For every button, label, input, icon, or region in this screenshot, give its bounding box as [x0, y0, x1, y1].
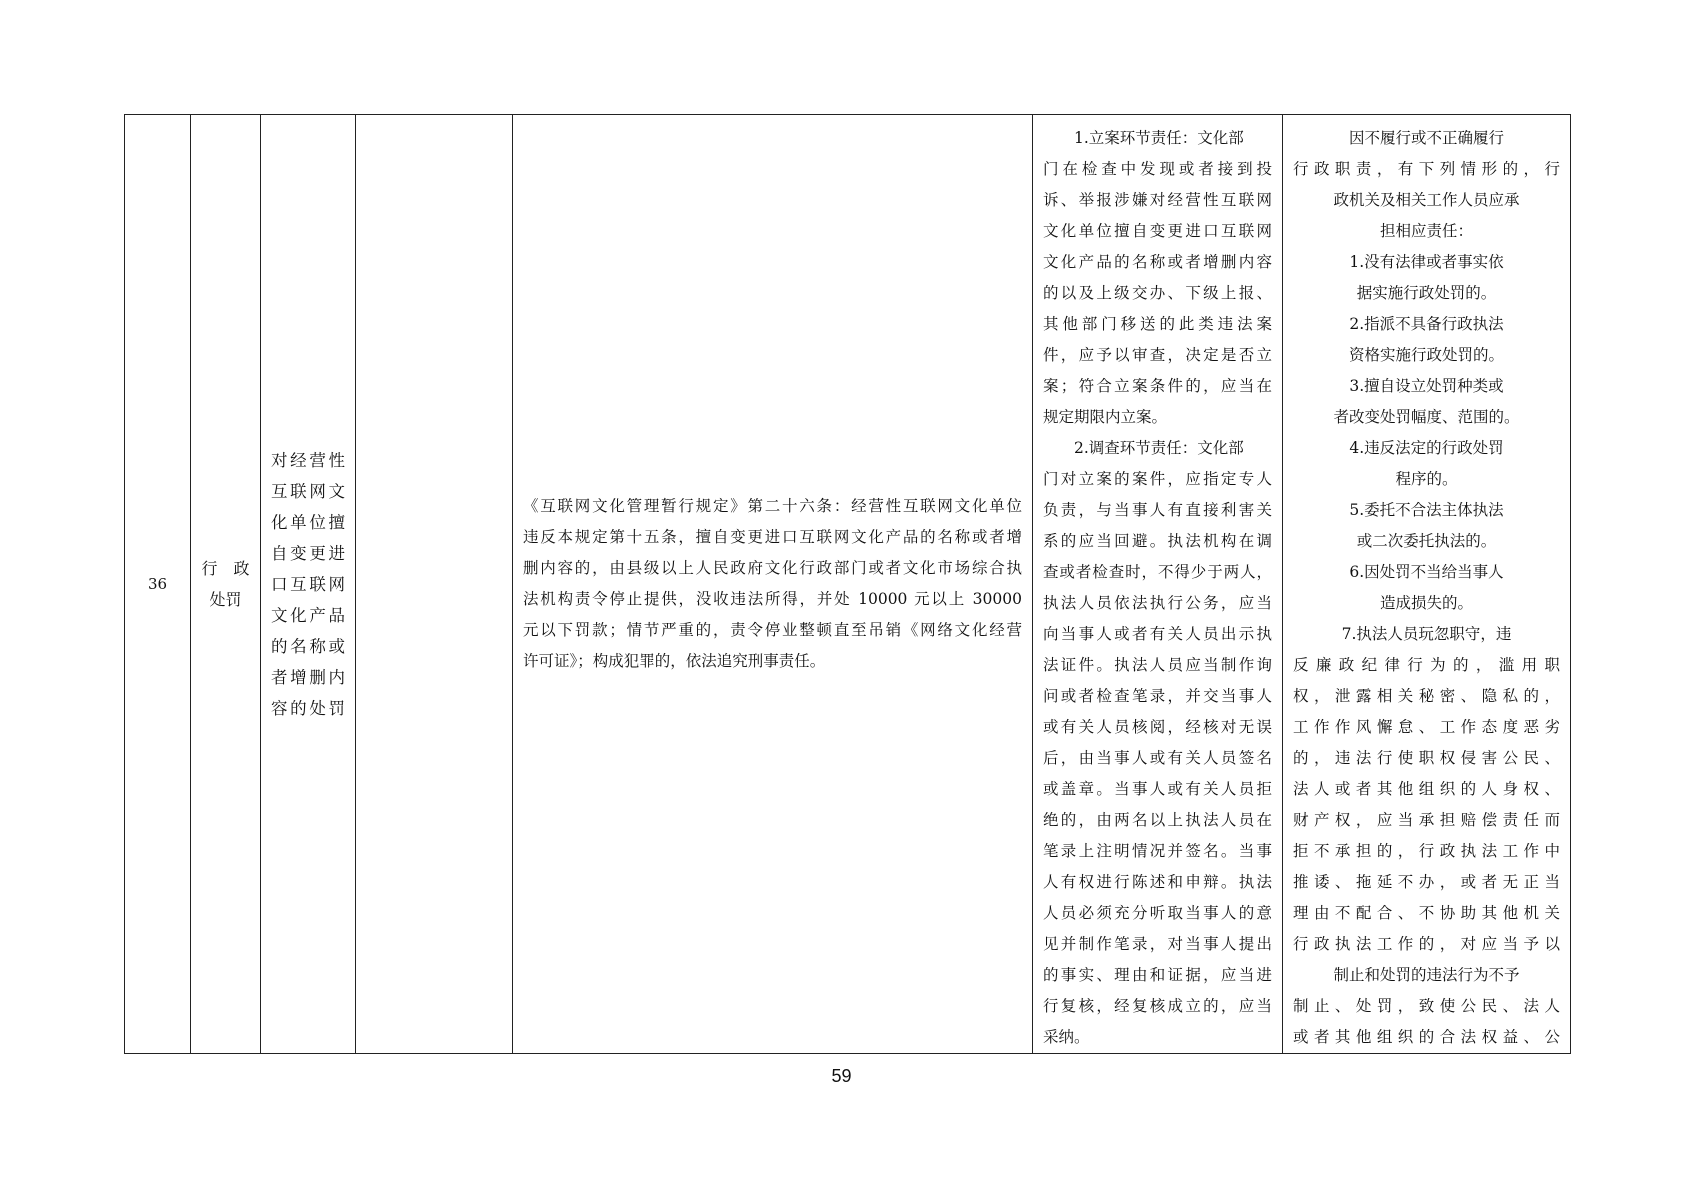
- duty-line: 的事实、理由和证据，应当进: [1043, 966, 1272, 984]
- duty-line: 文化产品的名称或者增删内容: [1043, 253, 1272, 271]
- accountability-line: 6.因处罚不当给当事人: [1349, 563, 1504, 581]
- accountability-line: 政机关及相关工作人员应承: [1333, 191, 1520, 209]
- legal-basis-line: 法机构责令停止提供，没收违法所得，并处 10000 元以上 30000: [523, 590, 1022, 608]
- duty-line: 门在检查中发现或者接到投: [1043, 160, 1272, 178]
- accountability-line: 4.违反法定的行政处罚: [1349, 439, 1504, 457]
- row-number-cell: [125, 115, 191, 1054]
- accountability-line: 权，泄露相关秘密、隐私的，: [1293, 687, 1560, 705]
- accountability-line: 法人或者其他组织的人身权、: [1293, 780, 1560, 798]
- accountability-cell: [1283, 115, 1571, 1054]
- accountability-line: 7.执法人员玩忽职守，违: [1341, 625, 1512, 643]
- accountability-line: 或者其他组织的合法权益、公: [1293, 1028, 1560, 1046]
- item-name-line: 自变更进: [271, 543, 345, 563]
- item-type-cell: [191, 115, 261, 1054]
- duty-line: 问或者检查笔录，并交当事人: [1043, 687, 1272, 705]
- duty-line: 1.立案环节责任：文化部: [1074, 129, 1244, 147]
- legal-basis-line: 删内容的，由县级以上人民政府文化行政部门或者文化市场综合执: [523, 559, 1022, 577]
- duty-line: 法证件。执法人员应当制作询: [1043, 656, 1272, 674]
- legal-basis-line: 《互联网文化管理暂行规定》第二十六条：经营性互联网文化单位: [523, 497, 1022, 515]
- accountability-line: 者改变处罚幅度、范围的。: [1333, 408, 1520, 426]
- item-name-line: 文化产品: [271, 605, 345, 625]
- accountability-line: 因不履行或不正确履行: [1348, 129, 1504, 147]
- accountability-line: 财产权，应当承担赔偿责任而: [1293, 811, 1560, 829]
- duty-line: 2.调查环节责任：文化部: [1074, 439, 1244, 457]
- item-name-line: 口互联网: [271, 574, 345, 594]
- item-name-line: 化单位擅: [271, 512, 345, 532]
- accountability-line: 的，违法行使职权侵害公民、: [1293, 749, 1560, 767]
- accountability-line: 担相应责任：: [1379, 222, 1473, 240]
- duty-line: 后，由当事人或有关人员签名: [1043, 749, 1272, 767]
- item-name-line: 互联网文: [271, 481, 345, 501]
- duty-line: 笔录上注明情况并签名。当事: [1043, 842, 1272, 860]
- duty-line: 采纳。: [1043, 1028, 1090, 1046]
- duty-line: 见并制作笔录，对当事人提出: [1043, 935, 1272, 953]
- accountability-line: 反廉政纪律行为的，滥用职: [1293, 656, 1560, 674]
- table-row: [125, 115, 1571, 1054]
- accountability-line: 3.擅自设立处罚种类或: [1349, 377, 1504, 395]
- duty-line: 查或者检查时，不得少于两人，: [1043, 563, 1272, 581]
- duty-line: 门对立案的案件，应指定专人: [1043, 470, 1272, 488]
- accountability-line: 理由不配合、不协助其他机关: [1293, 904, 1560, 922]
- duty-line: 或有关人员核阅，经核对无误: [1043, 718, 1272, 736]
- legal-basis-cell: [513, 115, 1033, 1054]
- accountability-line: 1.没有法律或者事实依: [1349, 253, 1504, 271]
- accountability-line: 行政执法工作的，对应当予以: [1293, 935, 1560, 953]
- duty-line: 件，应予以审查，决定是否立: [1043, 346, 1272, 364]
- duty-line: 负责，与当事人有直接利害关: [1043, 501, 1272, 519]
- accountability-line: 推诿、拖延不办，或者无正当: [1293, 873, 1560, 891]
- duty-line: 绝的，由两名以上执法人员在: [1043, 811, 1272, 829]
- accountability-line: 据实施行政处罚的。: [1356, 284, 1497, 302]
- accountability-line: 行政职责，有下列情形的，行: [1293, 160, 1560, 178]
- duty-line: 行复核，经复核成立的，应当: [1043, 997, 1272, 1015]
- item-name-line: 者增删内: [271, 667, 345, 687]
- duty-line: 向当事人或者有关人员出示执: [1043, 625, 1272, 643]
- accountability-line: 2.指派不具备行政执法: [1349, 315, 1504, 333]
- duty-line: 的以及上级交办、下级上报、: [1043, 284, 1272, 302]
- responsibility-cell: [1033, 115, 1283, 1054]
- row-number: 36: [147, 575, 168, 593]
- accountability-line: 制止、处罚，致使公民、法人: [1293, 997, 1560, 1015]
- item-name-cell: [261, 115, 356, 1054]
- duty-line: 系的应当回避。执法机构在调: [1043, 532, 1272, 550]
- item-name-line: 容的处罚: [271, 698, 345, 718]
- legal-basis-line: 许可证》；构成犯罪的，依法追究刑事责任。: [523, 652, 826, 670]
- item-type-line: 处罚: [209, 590, 242, 609]
- legal-basis-line: 元以下罚款；情节严重的，责令停业整顿直至吊销《网络文化经营: [523, 621, 1022, 639]
- duty-line: 文化单位擅自变更进口互联网: [1043, 222, 1272, 240]
- item-type-line: 行 政: [201, 559, 250, 578]
- accountability-line: 制止和处罚的违法行为不予: [1333, 966, 1520, 984]
- page-number: 59: [831, 1066, 852, 1086]
- duty-line: 执法人员依法执行公务，应当: [1043, 594, 1272, 612]
- legal-basis-line: 违反本规定第十五条，擅自变更进口互联网文化产品的名称或者增: [523, 528, 1022, 546]
- duty-line: 或盖章。当事人或有关人员拒: [1043, 780, 1272, 798]
- accountability-line: 拒不承担的，行政执法工作中: [1293, 842, 1560, 860]
- accountability-line: 资格实施行政处罚的。: [1348, 346, 1504, 364]
- duty-line: 案；符合立案条件的，应当在: [1043, 377, 1272, 395]
- duty-line: 规定期限内立案。: [1043, 408, 1168, 426]
- accountability-line: 或二次委托执法的。: [1356, 532, 1497, 550]
- item-name-line: 的名称或: [271, 636, 345, 656]
- duty-line: 人有权进行陈述和申辩。执法: [1043, 873, 1272, 891]
- duty-line: 人员必须充分听取当事人的意: [1043, 904, 1272, 922]
- accountability-line: 工作作风懈怠、工作态度恶劣: [1293, 718, 1560, 736]
- accountability-line: 5.委托不合法主体执法: [1349, 501, 1504, 519]
- accountability-line: 程序的。: [1395, 470, 1458, 488]
- duty-line: 其他部门移送的此类违法案: [1043, 315, 1272, 333]
- item-name-line: 对经营性: [271, 450, 345, 470]
- responsibility-table: [124, 114, 1571, 1054]
- empty-cell: [356, 115, 513, 1054]
- accountability-line: 造成损失的。: [1379, 594, 1473, 612]
- duty-line: 诉、举报涉嫌对经营性互联网: [1043, 191, 1272, 209]
